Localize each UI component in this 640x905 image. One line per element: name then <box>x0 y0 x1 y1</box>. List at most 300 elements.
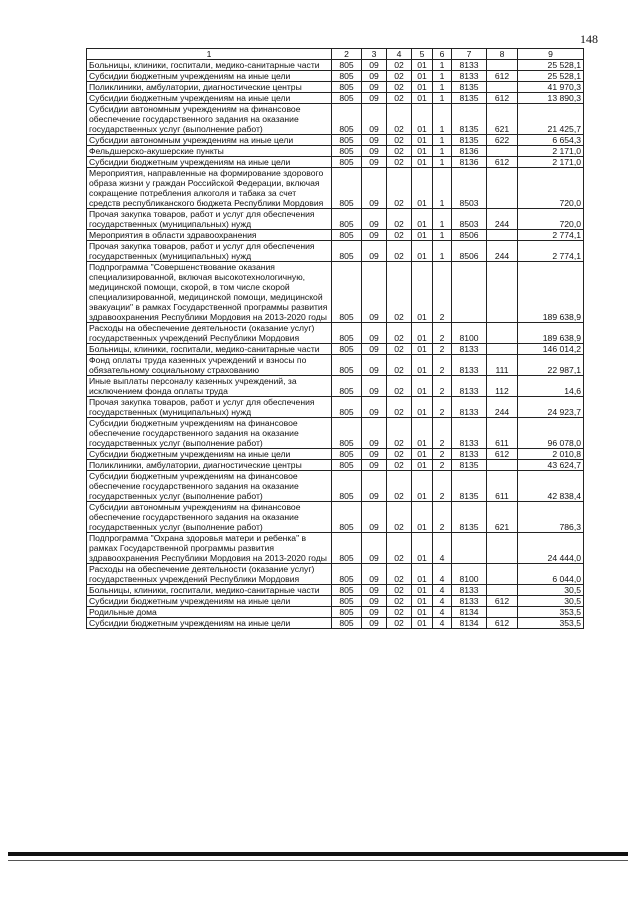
subsection-code-cell: 02 <box>387 209 412 230</box>
subprogram-code-cell: 1 <box>433 209 452 230</box>
expense-type-code-cell: 244 <box>487 209 518 230</box>
program-code-cell: 01 <box>412 60 433 71</box>
section-code-cell: 09 <box>362 585 387 596</box>
section-code-cell: 09 <box>362 355 387 376</box>
table-row <box>87 344 584 355</box>
subsection-code-cell: 02 <box>387 418 412 449</box>
ministry-code-cell: 805 <box>332 471 362 502</box>
article-code-cell: 8100 <box>452 564 487 585</box>
expense-type-code-cell: 612 <box>487 618 518 629</box>
item-name-cell: Расходы на обеспечение деятельности (оказание услуг) государственных учреждений Республики Мордовия <box>87 564 332 585</box>
subprogram-code-cell: 4 <box>433 533 452 564</box>
section-code-cell: 09 <box>362 82 387 93</box>
amount-cell: 189 638,9 <box>518 262 584 323</box>
table-row <box>87 449 584 460</box>
amount-cell: 14,6 <box>518 376 584 397</box>
article-code-cell: 8135 <box>452 460 487 471</box>
budget-table <box>86 48 584 629</box>
program-code-cell: 01 <box>412 355 433 376</box>
header-cell: 8 <box>487 49 518 60</box>
expense-type-code-cell <box>487 585 518 596</box>
program-code-cell: 01 <box>412 230 433 241</box>
subprogram-code-cell: 2 <box>433 418 452 449</box>
item-name-cell: Мероприятия в области здравоохранения <box>87 230 332 241</box>
expense-type-code-cell: 612 <box>487 157 518 168</box>
article-code-cell: 8506 <box>452 241 487 262</box>
table-row <box>87 241 584 262</box>
article-code-cell: 8135 <box>452 135 487 146</box>
program-code-cell: 01 <box>412 376 433 397</box>
program-code-cell: 01 <box>412 449 433 460</box>
program-code-cell: 01 <box>412 471 433 502</box>
program-code-cell: 01 <box>412 262 433 323</box>
article-code-cell: 8135 <box>452 82 487 93</box>
program-code-cell: 01 <box>412 157 433 168</box>
article-code-cell: 8133 <box>452 418 487 449</box>
ministry-code-cell: 805 <box>332 71 362 82</box>
subprogram-code-cell: 2 <box>433 397 452 418</box>
section-code-cell: 09 <box>362 262 387 323</box>
subprogram-code-cell: 2 <box>433 460 452 471</box>
expense-type-code-cell <box>487 262 518 323</box>
ministry-code-cell: 805 <box>332 618 362 629</box>
ministry-code-cell: 805 <box>332 82 362 93</box>
table-row <box>87 618 584 629</box>
program-code-cell: 01 <box>412 418 433 449</box>
article-code-cell: 8135 <box>452 104 487 135</box>
section-code-cell: 09 <box>362 168 387 209</box>
subprogram-code-cell: 1 <box>433 168 452 209</box>
section-code-cell: 09 <box>362 502 387 533</box>
program-code-cell: 01 <box>412 607 433 618</box>
table-row <box>87 262 584 323</box>
subsection-code-cell: 02 <box>387 502 412 533</box>
item-name-cell: Субсидии бюджетным учреждениям на иные цели <box>87 618 332 629</box>
item-name-cell: Родильные дома <box>87 607 332 618</box>
subsection-code-cell: 02 <box>387 93 412 104</box>
table-body <box>87 60 584 629</box>
article-code-cell: 8503 <box>452 168 487 209</box>
article-code-cell <box>452 533 487 564</box>
expense-type-code-cell <box>487 146 518 157</box>
amount-cell: 786,3 <box>518 502 584 533</box>
subsection-code-cell: 02 <box>387 471 412 502</box>
table-row <box>87 146 584 157</box>
subprogram-code-cell: 2 <box>433 344 452 355</box>
subprogram-code-cell: 4 <box>433 585 452 596</box>
item-name-cell: Фельдшерско-акушерские пункты <box>87 146 332 157</box>
ministry-code-cell: 805 <box>332 376 362 397</box>
expense-type-code-cell <box>487 564 518 585</box>
expense-type-code-cell: 611 <box>487 418 518 449</box>
item-name-cell: Субсидии бюджетным учреждениям на иные цели <box>87 596 332 607</box>
subprogram-code-cell: 1 <box>433 93 452 104</box>
section-code-cell: 09 <box>362 104 387 135</box>
item-name-cell: Прочая закупка товаров, работ и услуг для обеспечения государственных (муниципальных) нужд <box>87 209 332 230</box>
subprogram-code-cell: 2 <box>433 376 452 397</box>
subprogram-code-cell: 2 <box>433 449 452 460</box>
item-name-cell: Расходы на обеспечение деятельности (оказание услуг) государственных учреждений Республики Мордовия <box>87 323 332 344</box>
subsection-code-cell: 02 <box>387 323 412 344</box>
subsection-code-cell: 02 <box>387 71 412 82</box>
program-code-cell: 01 <box>412 209 433 230</box>
footer-rule-thin <box>8 860 628 861</box>
item-name-cell: Субсидии автономным учреждениям на финансовое обеспечение государственного задания на оказание государственных услуг (выполнение работ) <box>87 104 332 135</box>
expense-type-code-cell <box>487 82 518 93</box>
program-code-cell: 01 <box>412 585 433 596</box>
expense-type-code-cell: 112 <box>487 376 518 397</box>
section-code-cell: 09 <box>362 230 387 241</box>
expense-type-code-cell: 612 <box>487 596 518 607</box>
amount-cell: 24 923,7 <box>518 397 584 418</box>
article-code-cell: 8136 <box>452 157 487 168</box>
section-code-cell: 09 <box>362 449 387 460</box>
article-code-cell: 8133 <box>452 355 487 376</box>
subprogram-code-cell: 1 <box>433 146 452 157</box>
ministry-code-cell: 805 <box>332 60 362 71</box>
table-row <box>87 209 584 230</box>
amount-cell: 25 528,1 <box>518 71 584 82</box>
table-row <box>87 230 584 241</box>
subsection-code-cell: 02 <box>387 241 412 262</box>
program-code-cell: 01 <box>412 344 433 355</box>
subprogram-code-cell: 1 <box>433 104 452 135</box>
subsection-code-cell: 02 <box>387 596 412 607</box>
amount-cell: 2 171,0 <box>518 157 584 168</box>
amount-cell: 720,0 <box>518 168 584 209</box>
program-code-cell: 01 <box>412 460 433 471</box>
ministry-code-cell: 805 <box>332 157 362 168</box>
ministry-code-cell: 805 <box>332 355 362 376</box>
program-code-cell: 01 <box>412 82 433 93</box>
amount-cell: 96 078,0 <box>518 418 584 449</box>
header-row <box>87 49 584 60</box>
program-code-cell: 01 <box>412 618 433 629</box>
subprogram-code-cell: 2 <box>433 355 452 376</box>
subsection-code-cell: 02 <box>387 146 412 157</box>
section-code-cell: 09 <box>362 533 387 564</box>
subprogram-code-cell: 1 <box>433 71 452 82</box>
expense-type-code-cell <box>487 168 518 209</box>
header-cell: 1 <box>87 49 332 60</box>
item-name-cell: Субсидии бюджетным учреждениям на иные цели <box>87 157 332 168</box>
amount-cell: 25 528,1 <box>518 60 584 71</box>
expense-type-code-cell: 612 <box>487 93 518 104</box>
item-name-cell: Фонд оплаты труда казенных учреждений и взносы по обязательному социальному страхованию <box>87 355 332 376</box>
article-code-cell: 8133 <box>452 344 487 355</box>
amount-cell: 2 774,1 <box>518 241 584 262</box>
ministry-code-cell: 805 <box>332 230 362 241</box>
expense-type-code-cell <box>487 323 518 344</box>
ministry-code-cell: 805 <box>332 596 362 607</box>
subprogram-code-cell: 4 <box>433 564 452 585</box>
table-row <box>87 376 584 397</box>
subsection-code-cell: 02 <box>387 168 412 209</box>
subprogram-code-cell: 1 <box>433 157 452 168</box>
header-cell: 5 <box>412 49 433 60</box>
section-code-cell: 09 <box>362 618 387 629</box>
expense-type-code-cell <box>487 533 518 564</box>
amount-cell: 353,5 <box>518 607 584 618</box>
ministry-code-cell: 805 <box>332 344 362 355</box>
subsection-code-cell: 02 <box>387 230 412 241</box>
ministry-code-cell: 805 <box>332 460 362 471</box>
expense-type-code-cell <box>487 460 518 471</box>
subsection-code-cell: 02 <box>387 449 412 460</box>
item-name-cell: Больницы, клиники, госпитали, медико-санитарные части <box>87 344 332 355</box>
ministry-code-cell: 805 <box>332 135 362 146</box>
item-name-cell: Субсидии бюджетным учреждениям на финансовое обеспечение государственного задания на оказание государственных услуг (выполнение работ) <box>87 471 332 502</box>
subprogram-code-cell: 1 <box>433 82 452 93</box>
article-code-cell: 8133 <box>452 449 487 460</box>
ministry-code-cell: 805 <box>332 323 362 344</box>
expense-type-code-cell <box>487 344 518 355</box>
program-code-cell: 01 <box>412 397 433 418</box>
section-code-cell: 09 <box>362 376 387 397</box>
amount-cell: 30,5 <box>518 596 584 607</box>
subprogram-code-cell: 4 <box>433 596 452 607</box>
table-row <box>87 135 584 146</box>
section-code-cell: 09 <box>362 564 387 585</box>
item-name-cell: Мероприятия, направленные на формирование здорового образа жизни у граждан Российской Федерации, включая сокращение потребления алкоголя и табака за счет средств республиканского бюджета Республики Мордовия <box>87 168 332 209</box>
header-cell: 6 <box>433 49 452 60</box>
amount-cell: 189 638,9 <box>518 323 584 344</box>
page-number: 148 <box>580 32 598 46</box>
ministry-code-cell: 805 <box>332 533 362 564</box>
amount-cell: 353,5 <box>518 618 584 629</box>
ministry-code-cell: 805 <box>332 449 362 460</box>
amount-cell: 146 014,2 <box>518 344 584 355</box>
section-code-cell: 09 <box>362 146 387 157</box>
table-row <box>87 323 584 344</box>
header-cell: 3 <box>362 49 387 60</box>
program-code-cell: 01 <box>412 104 433 135</box>
amount-cell: 24 444,0 <box>518 533 584 564</box>
item-name-cell: Подпрограмма "Совершенствование оказания специализированной, включая высокотехнологичную, медицинской помощи, скорой, в том числе скорой специализированной, медицинской помощи, медицинской эвакуации" в рамках Государственной программы развития здравоохранения Республики Мордовия на 2013-2020 годы <box>87 262 332 323</box>
table-row <box>87 564 584 585</box>
subsection-code-cell: 02 <box>387 355 412 376</box>
item-name-cell: Прочая закупка товаров, работ и услуг для обеспечения государственных (муниципальных) нужд <box>87 241 332 262</box>
program-code-cell: 01 <box>412 135 433 146</box>
item-name-cell: Субсидии бюджетным учреждениям на иные цели <box>87 93 332 104</box>
header-cell: 2 <box>332 49 362 60</box>
item-name-cell: Подпрограмма "Охрана здоровья матери и ребенка" в рамках Государственной программы развития здравоохранения Республики Мордовия на 2013-2020 годы <box>87 533 332 564</box>
item-name-cell: Поликлиники, амбулатории, диагностические центры <box>87 460 332 471</box>
article-code-cell: 8133 <box>452 397 487 418</box>
table-row <box>87 397 584 418</box>
amount-cell: 6 654,3 <box>518 135 584 146</box>
table-row <box>87 157 584 168</box>
amount-cell: 22 987,1 <box>518 355 584 376</box>
program-code-cell: 01 <box>412 323 433 344</box>
subprogram-code-cell: 4 <box>433 607 452 618</box>
subprogram-code-cell: 2 <box>433 471 452 502</box>
article-code-cell: 8135 <box>452 93 487 104</box>
article-code-cell: 8506 <box>452 230 487 241</box>
item-name-cell: Субсидии бюджетным учреждениям на иные цели <box>87 449 332 460</box>
subsection-code-cell: 02 <box>387 60 412 71</box>
amount-cell: 42 838,4 <box>518 471 584 502</box>
item-name-cell: Поликлиники, амбулатории, диагностические центры <box>87 82 332 93</box>
ministry-code-cell: 805 <box>332 241 362 262</box>
subprogram-code-cell: 1 <box>433 241 452 262</box>
expense-type-code-cell <box>487 230 518 241</box>
table-row <box>87 355 584 376</box>
expense-type-code-cell: 611 <box>487 471 518 502</box>
subsection-code-cell: 02 <box>387 564 412 585</box>
subsection-code-cell: 02 <box>387 262 412 323</box>
item-name-cell: Иные выплаты персоналу казенных учреждений, за исключением фонда оплаты труда <box>87 376 332 397</box>
subprogram-code-cell: 1 <box>433 60 452 71</box>
expense-type-code-cell: 622 <box>487 135 518 146</box>
table-row <box>87 71 584 82</box>
article-code-cell: 8133 <box>452 596 487 607</box>
table-row <box>87 82 584 93</box>
item-name-cell: Прочая закупка товаров, работ и услуг для обеспечения государственных (муниципальных) нужд <box>87 397 332 418</box>
ministry-code-cell: 805 <box>332 104 362 135</box>
table-row <box>87 104 584 135</box>
section-code-cell: 09 <box>362 157 387 168</box>
table-row <box>87 168 584 209</box>
subsection-code-cell: 02 <box>387 135 412 146</box>
subsection-code-cell: 02 <box>387 585 412 596</box>
amount-cell: 43 624,7 <box>518 460 584 471</box>
expense-type-code-cell <box>487 607 518 618</box>
subsection-code-cell: 02 <box>387 376 412 397</box>
article-code-cell: 8133 <box>452 60 487 71</box>
ministry-code-cell: 805 <box>332 146 362 157</box>
subsection-code-cell: 02 <box>387 82 412 93</box>
ministry-code-cell: 805 <box>332 607 362 618</box>
amount-cell: 30,5 <box>518 585 584 596</box>
section-code-cell: 09 <box>362 344 387 355</box>
subsection-code-cell: 02 <box>387 397 412 418</box>
section-code-cell: 09 <box>362 607 387 618</box>
amount-cell: 6 044,0 <box>518 564 584 585</box>
table-row <box>87 533 584 564</box>
subsection-code-cell: 02 <box>387 618 412 629</box>
footer-rule <box>8 852 628 856</box>
section-code-cell: 09 <box>362 471 387 502</box>
ministry-code-cell: 805 <box>332 262 362 323</box>
section-code-cell: 09 <box>362 135 387 146</box>
section-code-cell: 09 <box>362 323 387 344</box>
article-code-cell: 8100 <box>452 323 487 344</box>
ministry-code-cell: 805 <box>332 564 362 585</box>
amount-cell: 21 425,7 <box>518 104 584 135</box>
item-name-cell: Субсидии бюджетным учреждениям на иные цели <box>87 71 332 82</box>
program-code-cell: 01 <box>412 146 433 157</box>
table-row <box>87 418 584 449</box>
article-code-cell: 8503 <box>452 209 487 230</box>
subsection-code-cell: 02 <box>387 460 412 471</box>
item-name-cell: Субсидии автономным учреждениям на финансовое обеспечение государственного задания на оказание государственных услуг (выполнение работ) <box>87 502 332 533</box>
expense-type-code-cell <box>487 60 518 71</box>
item-name-cell: Субсидии автономным учреждениям на иные цели <box>87 135 332 146</box>
subsection-code-cell: 02 <box>387 607 412 618</box>
amount-cell: 2 010,8 <box>518 449 584 460</box>
section-code-cell: 09 <box>362 241 387 262</box>
ministry-code-cell: 805 <box>332 209 362 230</box>
subprogram-code-cell: 1 <box>433 135 452 146</box>
header-cell: 4 <box>387 49 412 60</box>
subprogram-code-cell: 4 <box>433 618 452 629</box>
item-name-cell: Больницы, клиники, госпитали, медико-санитарные части <box>87 585 332 596</box>
amount-cell: 2 774,1 <box>518 230 584 241</box>
section-code-cell: 09 <box>362 418 387 449</box>
article-code-cell: 8133 <box>452 585 487 596</box>
program-code-cell: 01 <box>412 502 433 533</box>
table-row <box>87 93 584 104</box>
amount-cell: 720,0 <box>518 209 584 230</box>
ministry-code-cell: 805 <box>332 418 362 449</box>
article-code-cell: 8133 <box>452 71 487 82</box>
amount-cell: 2 171,0 <box>518 146 584 157</box>
section-code-cell: 09 <box>362 397 387 418</box>
article-code-cell: 8135 <box>452 471 487 502</box>
program-code-cell: 01 <box>412 93 433 104</box>
expense-type-code-cell: 244 <box>487 397 518 418</box>
article-code-cell: 8133 <box>452 376 487 397</box>
section-code-cell: 09 <box>362 71 387 82</box>
table-row <box>87 596 584 607</box>
subprogram-code-cell: 1 <box>433 230 452 241</box>
ministry-code-cell: 805 <box>332 585 362 596</box>
expense-type-code-cell: 621 <box>487 502 518 533</box>
section-code-cell: 09 <box>362 209 387 230</box>
section-code-cell: 09 <box>362 60 387 71</box>
program-code-cell: 01 <box>412 564 433 585</box>
item-name-cell: Субсидии бюджетным учреждениям на финансовое обеспечение государственного задания на оказание государственных услуг (выполнение работ) <box>87 418 332 449</box>
ministry-code-cell: 805 <box>332 397 362 418</box>
article-code-cell: 8135 <box>452 502 487 533</box>
header-cell: 7 <box>452 49 487 60</box>
expense-type-code-cell: 612 <box>487 449 518 460</box>
ministry-code-cell: 805 <box>332 168 362 209</box>
program-code-cell: 01 <box>412 241 433 262</box>
section-code-cell: 09 <box>362 93 387 104</box>
subsection-code-cell: 02 <box>387 533 412 564</box>
ministry-code-cell: 805 <box>332 502 362 533</box>
subprogram-code-cell: 2 <box>433 262 452 323</box>
article-code-cell: 8136 <box>452 146 487 157</box>
expense-type-code-cell: 612 <box>487 71 518 82</box>
table-row <box>87 607 584 618</box>
subprogram-code-cell: 2 <box>433 323 452 344</box>
section-code-cell: 09 <box>362 460 387 471</box>
program-code-cell: 01 <box>412 596 433 607</box>
program-code-cell: 01 <box>412 168 433 209</box>
expense-type-code-cell: 111 <box>487 355 518 376</box>
item-name-cell: Больницы, клиники, госпитали, медико-санитарные части <box>87 60 332 71</box>
section-code-cell: 09 <box>362 596 387 607</box>
expense-type-code-cell: 244 <box>487 241 518 262</box>
amount-cell: 13 890,3 <box>518 93 584 104</box>
table-row <box>87 60 584 71</box>
header-cell: 9 <box>518 49 584 60</box>
ministry-code-cell: 805 <box>332 93 362 104</box>
article-code-cell: 8134 <box>452 618 487 629</box>
subsection-code-cell: 02 <box>387 344 412 355</box>
table-row <box>87 502 584 533</box>
program-code-cell: 01 <box>412 533 433 564</box>
expense-type-code-cell: 621 <box>487 104 518 135</box>
subsection-code-cell: 02 <box>387 104 412 135</box>
program-code-cell: 01 <box>412 71 433 82</box>
table-row <box>87 471 584 502</box>
subprogram-code-cell: 2 <box>433 502 452 533</box>
table-row <box>87 460 584 471</box>
